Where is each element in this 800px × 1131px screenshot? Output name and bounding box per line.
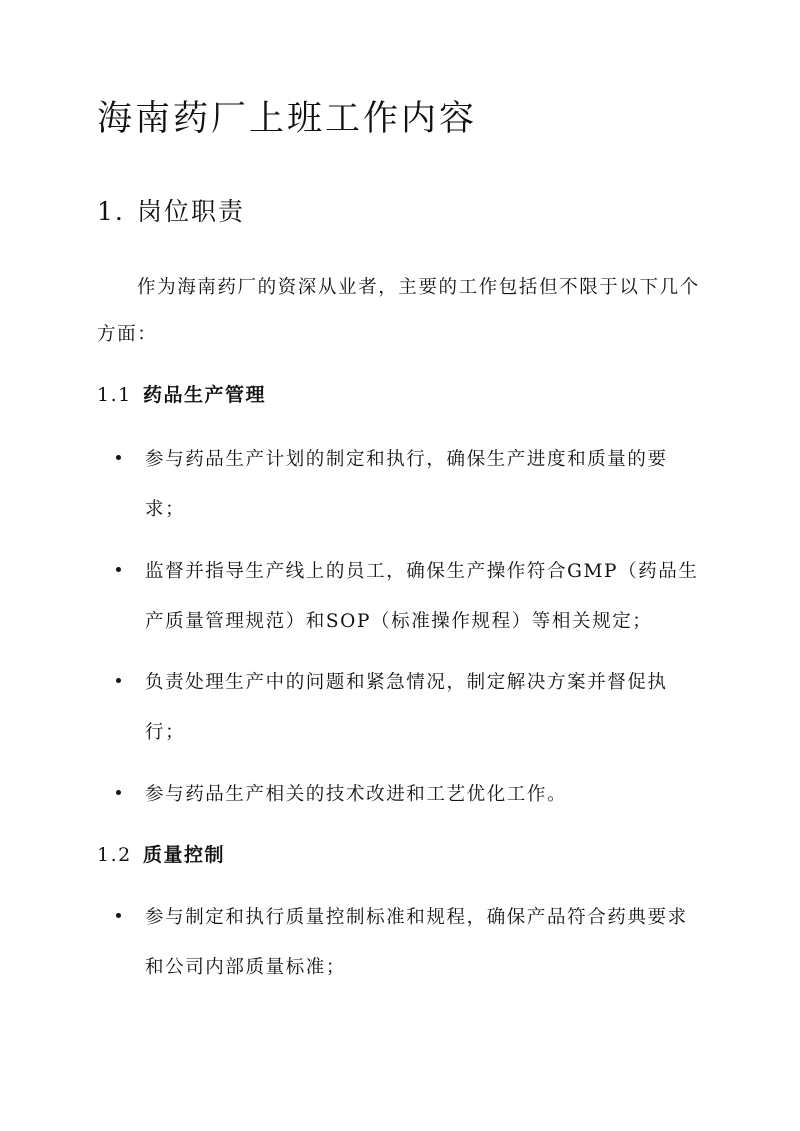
list-item-text: 参与制定和执行质量控制标准和规程，确保产品符合药典要求和公司内部质量标准； <box>145 907 688 978</box>
list-item <box>116 770 702 820</box>
list-item-text: 负责处理生产中的问题和紧急情况，制定解决方案并督促执行； <box>145 672 668 743</box>
list-item <box>116 658 702 758</box>
list-item <box>116 547 702 647</box>
list-item-text: 参与药品生产相关的技术改进和工艺优化工作。 <box>145 784 568 805</box>
intro-paragraph: 作为海南药厂的资深从业者，主要的工作包括但不限于以下几个方面： <box>97 277 700 345</box>
section-title: 岗位职责 <box>137 197 246 226</box>
list-item-text: 监督并指导生产线上的员工，确保生产操作符合GMP（药品生产质量管理规范）和SOP（标准操作规程）等相关规定； <box>145 561 699 632</box>
bullet-icon <box>116 913 121 918</box>
bullet-icon <box>116 455 121 460</box>
subsection-number: 1.1 <box>97 384 132 406</box>
list-item <box>116 435 702 535</box>
document-title: 海南药厂上班工作内容 <box>97 99 478 139</box>
subsection-heading-drug-production <box>97 380 266 410</box>
bullet-icon <box>116 567 121 572</box>
subsection-title: 药品生产管理 <box>143 384 267 406</box>
subsection-title: 质量控制 <box>143 844 226 866</box>
section-number: 1. <box>97 197 125 226</box>
bullet-icon <box>116 678 121 683</box>
list-item-text: 参与药品生产计划的制定和执行，确保生产进度和质量的要求； <box>145 449 668 520</box>
section-heading-job-duties <box>97 194 245 230</box>
bullet-icon <box>116 790 121 795</box>
subsection-heading-quality-control <box>97 840 225 870</box>
subsection-number: 1.2 <box>97 844 132 866</box>
list-item <box>116 893 702 993</box>
